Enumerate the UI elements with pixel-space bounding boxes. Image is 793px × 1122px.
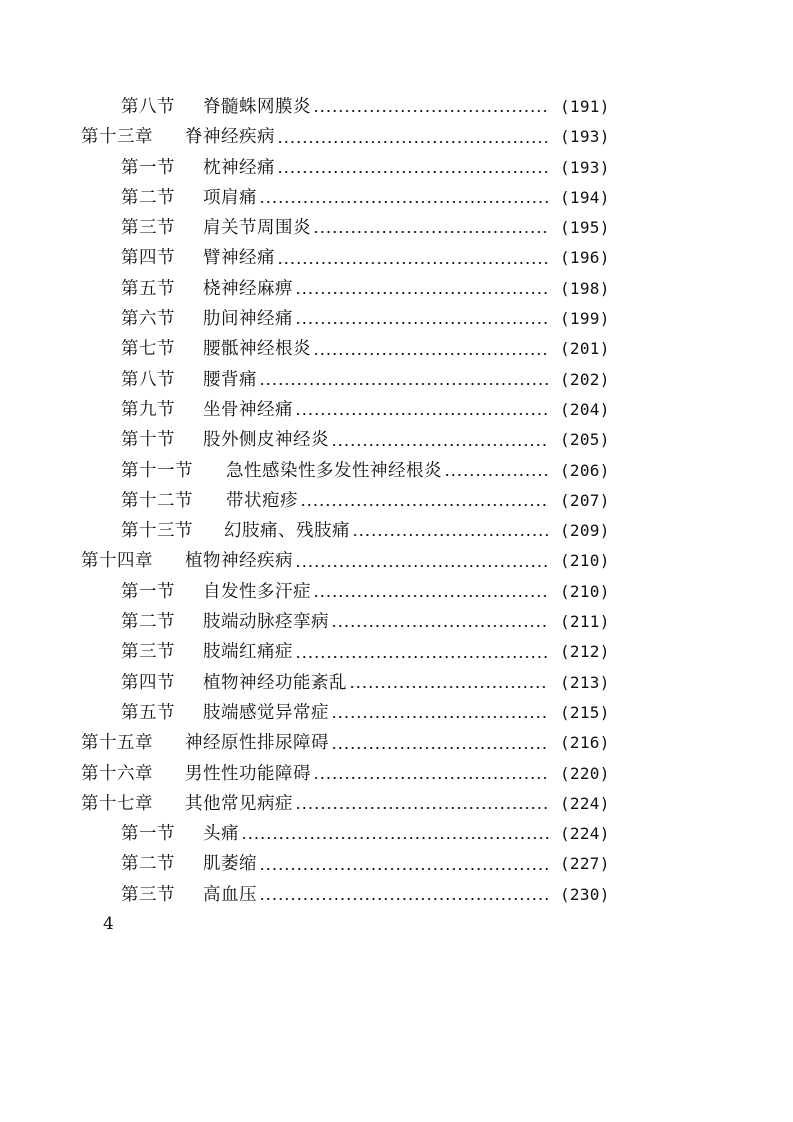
dot-leader <box>241 819 549 849</box>
toc-entry <box>0 849 793 879</box>
toc-entry-title: 臂神经痛 <box>203 248 275 269</box>
dot-leader <box>313 334 549 364</box>
toc-entry-page: (215) <box>560 702 610 722</box>
toc-entry-title: 其他常见病症 <box>185 793 293 814</box>
dot-leader <box>259 880 549 910</box>
toc-entry-title: 植物神经功能紊乱 <box>203 672 347 693</box>
toc-entry-number: 第十二节 <box>121 490 193 511</box>
toc-entry <box>0 183 793 213</box>
toc-entry <box>0 759 793 789</box>
toc-entry-title: 肋间神经痛 <box>203 309 293 330</box>
toc-entry <box>0 456 793 486</box>
toc-entry-page: (194) <box>560 187 610 207</box>
page-number: 4 <box>103 914 114 934</box>
toc-entry-number: 第三节 <box>121 218 175 239</box>
toc-entry-page: (191) <box>560 97 610 116</box>
dot-leader <box>313 759 549 789</box>
toc-entry-title: 植物神经疾病 <box>185 551 293 572</box>
toc-entry-page: (216) <box>560 733 610 753</box>
dot-leader <box>295 546 549 576</box>
toc-entry-title: 项肩痛 <box>203 187 257 208</box>
dot-leader <box>331 698 549 728</box>
toc-entry-number: 第二节 <box>121 187 175 208</box>
toc-entry-number: 第四节 <box>121 248 175 269</box>
toc-entry-page: (195) <box>560 218 610 238</box>
toc-entry-title: 神经原性排尿障碍 <box>185 733 329 754</box>
toc-entry-title: 头痛 <box>203 824 239 845</box>
toc-entry-number: 第四节 <box>121 672 175 693</box>
toc-entry-title: 桡神经麻痹 <box>203 278 293 299</box>
toc-entry-title: 坐骨神经痛 <box>203 399 293 420</box>
toc-entry <box>0 486 793 516</box>
toc-entry <box>0 213 793 243</box>
toc-entry-title: 枕神经痛 <box>203 157 275 178</box>
toc-entry <box>0 819 793 849</box>
toc-entry-title: 腰骶神经根炎 <box>203 339 311 360</box>
toc-entry-number: 第九节 <box>121 399 175 420</box>
toc-entry-title: 肢端感觉异常症 <box>203 702 329 723</box>
toc-entry-number: 第十三节 <box>121 521 193 542</box>
toc-entry-title: 男性性功能障碍 <box>185 763 311 784</box>
toc-entry <box>0 728 793 758</box>
dot-leader <box>300 486 549 516</box>
toc-entry-title: 自发性多汗症 <box>203 581 311 602</box>
toc-entry <box>0 395 793 425</box>
toc-entry <box>0 92 793 122</box>
toc-entry-number: 第三节 <box>121 642 175 663</box>
toc-entry <box>0 153 793 183</box>
dot-leader <box>444 456 549 486</box>
dot-leader <box>313 92 549 122</box>
toc-entry-page: (198) <box>560 278 610 298</box>
dot-leader <box>313 577 549 607</box>
toc-entry <box>0 334 793 364</box>
toc-entry-page: (205) <box>560 430 610 450</box>
toc-entry-number: 第七节 <box>121 339 175 360</box>
toc-entry-page: (224) <box>560 793 610 813</box>
toc-entry-title: 急性感染性多发性神经根炎 <box>226 460 442 481</box>
toc-entry <box>0 789 793 819</box>
dot-leader <box>331 425 549 455</box>
dot-leader <box>259 183 549 213</box>
toc-entry <box>0 274 793 304</box>
toc-entry <box>0 546 793 576</box>
toc-entry-page: (193) <box>560 127 610 147</box>
toc-entry-page: (204) <box>560 399 610 419</box>
toc-entry-title: 带状疱疹 <box>226 490 298 511</box>
toc-entry-page: (202) <box>560 369 610 389</box>
toc-entry-title: 肢端红痛症 <box>203 642 293 663</box>
toc-entry <box>0 577 793 607</box>
dot-leader <box>277 122 549 152</box>
toc-entry-page: (201) <box>560 339 610 359</box>
toc-entry <box>0 243 793 273</box>
dot-leader <box>295 395 549 425</box>
toc-entry <box>0 516 793 546</box>
toc-entry-page: (227) <box>560 854 610 874</box>
toc-entry <box>0 607 793 637</box>
dot-leader <box>295 304 549 334</box>
toc-entry-number: 第十四章 <box>81 551 153 572</box>
toc-entry-number: 第一节 <box>121 824 175 845</box>
dot-leader <box>331 728 549 758</box>
toc-entry-page: (193) <box>560 157 610 177</box>
toc-entry-number: 第二节 <box>121 612 175 633</box>
toc-entry <box>0 304 793 334</box>
toc-entry-number: 第十三章 <box>81 127 153 148</box>
toc-entry-title: 高血压 <box>203 884 257 905</box>
toc-entry <box>0 365 793 395</box>
toc-entry-title: 股外侧皮神经炎 <box>203 430 329 451</box>
toc-entry <box>0 637 793 667</box>
dot-leader <box>331 607 549 637</box>
toc-entry-page: (213) <box>560 672 610 692</box>
toc-entry-number: 第五节 <box>121 702 175 723</box>
toc-entry-number: 第八节 <box>121 369 175 390</box>
toc-entry-page: (212) <box>560 642 610 662</box>
toc-entry-number: 第六节 <box>121 309 175 330</box>
toc-entry <box>0 668 793 698</box>
toc-entry-number: 第十节 <box>121 430 175 451</box>
toc-entry-number: 第十七章 <box>81 793 153 814</box>
toc-entry-number: 第八节 <box>121 97 175 117</box>
toc-entry-title: 肢端动脉痉挛病 <box>203 612 329 633</box>
toc-entry-number: 第十六章 <box>81 763 153 784</box>
dot-leader <box>349 668 549 698</box>
toc-entry-page: (207) <box>560 490 610 510</box>
toc-entry-number: 第三节 <box>121 884 175 905</box>
toc-entry-title: 腰背痛 <box>203 369 257 390</box>
toc-entry-number: 第一节 <box>121 157 175 178</box>
toc-entry-number: 第十五章 <box>81 733 153 754</box>
dot-leader <box>277 153 549 183</box>
dot-leader <box>295 789 549 819</box>
dot-leader <box>259 365 549 395</box>
dot-leader <box>313 213 549 243</box>
toc-entry <box>0 880 793 910</box>
dot-leader <box>259 849 549 879</box>
toc-entry-title: 肌萎缩 <box>203 854 257 875</box>
toc-entry-title: 幻肢痛、残肢痛 <box>224 521 350 542</box>
toc-entry-page: (206) <box>560 460 610 480</box>
toc-entry-title: 脊髓蛛网膜炎 <box>203 97 311 117</box>
toc-entry-page: (210) <box>560 551 610 571</box>
toc-entry-number: 第二节 <box>121 854 175 875</box>
toc-entry-page: (209) <box>560 521 610 541</box>
toc-entry-number: 第五节 <box>121 278 175 299</box>
table-of-contents <box>0 92 793 910</box>
toc-entry-page: (196) <box>560 248 610 268</box>
toc-entry-page: (211) <box>560 612 610 632</box>
dot-leader <box>295 274 549 304</box>
toc-entry <box>0 425 793 455</box>
dot-leader <box>295 637 549 667</box>
dot-leader <box>277 243 549 273</box>
toc-entry <box>0 698 793 728</box>
toc-entry-page: (220) <box>560 763 610 783</box>
toc-entry-page: (230) <box>560 884 610 904</box>
toc-entry-number: 第十一节 <box>121 460 193 481</box>
toc-entry-page: (210) <box>560 581 610 601</box>
toc-entry-title: 脊神经疾病 <box>185 127 275 148</box>
dot-leader <box>352 516 549 546</box>
toc-entry-page: (199) <box>560 309 610 329</box>
toc-entry-number: 第一节 <box>121 581 175 602</box>
toc-entry-page: (224) <box>560 824 610 844</box>
toc-entry-title: 肩关节周围炎 <box>203 218 311 239</box>
toc-entry <box>0 122 793 152</box>
